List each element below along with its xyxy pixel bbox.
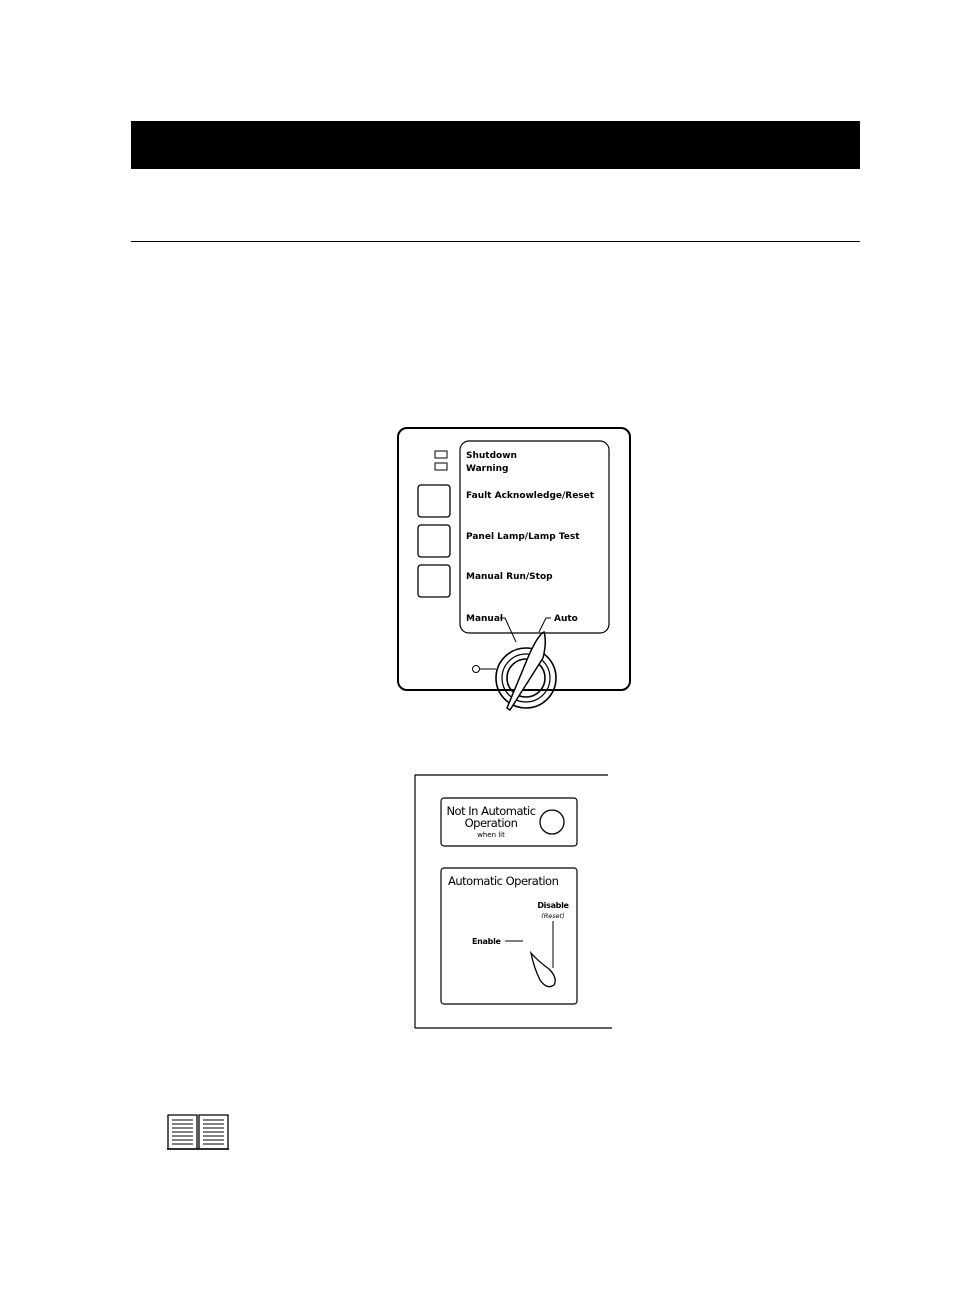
panel-lamp-button[interactable] xyxy=(418,525,450,557)
section-header-bar xyxy=(131,121,860,169)
warning-lamp xyxy=(435,463,447,470)
manual-label: Manual xyxy=(466,614,504,624)
fault-reset-button[interactable] xyxy=(418,485,450,517)
reset-label: (Reset) xyxy=(541,912,565,920)
not-automatic-lamp xyxy=(540,810,564,834)
enable-label: Enable xyxy=(472,937,501,946)
warning-label: Warning xyxy=(466,464,509,474)
automatic-operation-key-switch[interactable] xyxy=(531,953,555,987)
disable-label: Disable xyxy=(537,901,569,910)
control-panel-figure xyxy=(380,420,650,720)
automatic-operation-figure xyxy=(408,768,618,1034)
fault-reset-label: Fault Acknowledge/Reset xyxy=(466,491,595,501)
not-automatic-title-2: Operation xyxy=(464,816,518,830)
when-lit-label: when lit xyxy=(477,831,505,839)
mode-key-switch[interactable] xyxy=(496,632,556,710)
header-divider xyxy=(131,241,860,242)
book-icon xyxy=(166,1112,230,1152)
auto-label: Auto xyxy=(554,614,578,624)
not-automatic-title: Not In Automatic xyxy=(446,804,536,818)
manual-run-stop-button[interactable] xyxy=(418,565,450,597)
shutdown-lamp xyxy=(435,451,447,458)
shutdown-label: Shutdown xyxy=(466,451,517,461)
manual-run-stop-label: Manual Run/Stop xyxy=(466,572,553,582)
status-led xyxy=(473,666,480,673)
panel-lamp-label: Panel Lamp/Lamp Test xyxy=(466,532,580,542)
automatic-operation-title: Automatic Operation xyxy=(448,874,559,888)
